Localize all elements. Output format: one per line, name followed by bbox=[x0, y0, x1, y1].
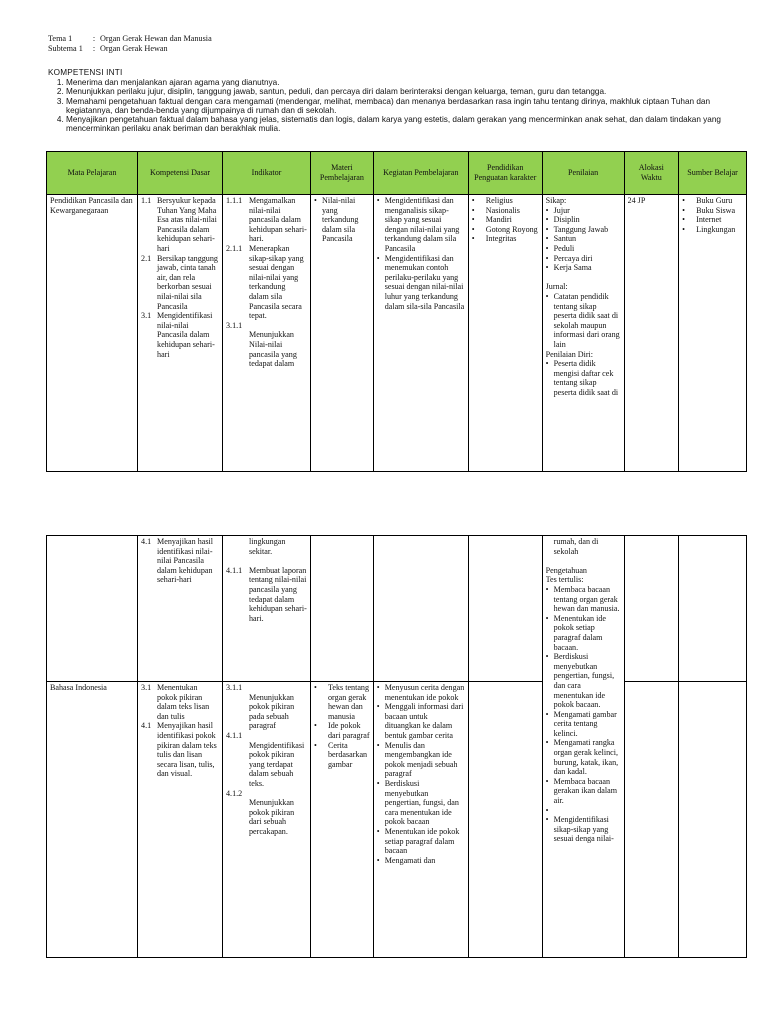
penilaian-item-text: Kerja Sama bbox=[553, 263, 592, 273]
penilaian-heading: Sikap: bbox=[545, 196, 567, 205]
penilaian-item bbox=[546, 815, 621, 844]
penilaian-item-text: Jujur bbox=[553, 205, 570, 215]
item-text: lingkungan sekitar. bbox=[249, 537, 286, 556]
penilaian-item bbox=[546, 585, 621, 614]
cell-kd-bi bbox=[138, 682, 223, 958]
header-mata-pelajaran: Mata Pelajaran bbox=[47, 152, 138, 195]
bullet: • bbox=[471, 234, 475, 244]
bullet: • bbox=[682, 224, 685, 234]
penilaian-item bbox=[546, 738, 621, 776]
kegiatan-item-text: Mengamati dan bbox=[384, 855, 436, 865]
penilaian-item bbox=[546, 225, 621, 235]
bullet-space bbox=[546, 537, 554, 556]
bullet: • bbox=[314, 740, 317, 750]
bullet: • bbox=[545, 224, 549, 234]
item-number: 3.1.1 bbox=[226, 320, 243, 330]
bullet: • bbox=[314, 721, 317, 731]
kompetensi-inti bbox=[48, 68, 748, 134]
header-materi: Materi Pembelajaran bbox=[311, 152, 374, 195]
cell-alokasi-ppkn: 24 JP bbox=[624, 195, 679, 472]
kegiatan-item-text: Menggali informasi dari bacaan untuk dituangkan ke dalam bentuk gambar cerita bbox=[384, 702, 464, 740]
penilaian-item-text: Mengamati gambar cerita tentang kelinci. bbox=[553, 709, 617, 738]
item-text bbox=[249, 321, 307, 331]
meta-value: Organ Gerak Hewan dan Manusia bbox=[100, 34, 212, 43]
kegiatan-item-text: Menulis dan mengembangkan ide pokok menjadi sebuah paragraf bbox=[384, 740, 458, 779]
item-number: 4.1 bbox=[141, 537, 152, 546]
bullet: • bbox=[545, 215, 549, 225]
materi-item-text: Ide pokok dari paragraf bbox=[328, 721, 370, 740]
item-text: Mengidentifikasi nilai-nilai Pancasila dalam kehidupan sehari-hari bbox=[157, 311, 215, 359]
penilaian-item-text: Menentukan ide pokok setiap paragraf dalam bacaan. bbox=[553, 613, 606, 652]
penilaian-item bbox=[546, 614, 621, 652]
spacer bbox=[546, 273, 621, 283]
kd-item bbox=[141, 721, 219, 779]
spacer bbox=[546, 556, 621, 566]
penilaian-item bbox=[546, 263, 621, 273]
penilaian-lead-text: rumah, dan di sekolah bbox=[553, 537, 599, 556]
bullet: • bbox=[682, 196, 685, 205]
penilaian-item bbox=[546, 777, 621, 806]
penilaian-item bbox=[546, 652, 621, 710]
item-number: 4.1.1 bbox=[226, 565, 243, 575]
meta-row bbox=[48, 34, 212, 44]
kegiatan-item bbox=[377, 702, 465, 740]
kegiatan-item bbox=[377, 254, 465, 312]
penilaian-item-text: Membaca bacaan gerakan ikan dalam air. bbox=[553, 776, 617, 806]
bullet: • bbox=[314, 196, 317, 205]
indikator-item bbox=[226, 566, 307, 624]
cell-materi-bi bbox=[311, 682, 374, 958]
bullet: • bbox=[545, 805, 549, 815]
kegiatan-item-text: Menyusun cerita dengan menentukan ide pokok bbox=[384, 683, 465, 702]
cell-indikator-ppkn bbox=[223, 195, 311, 472]
penilaian-item-text: Percaya diri bbox=[553, 253, 593, 263]
spacer bbox=[226, 556, 307, 566]
bullet: • bbox=[376, 253, 380, 263]
rpp-table-page1 bbox=[46, 151, 747, 472]
meta-key: Tema 1 bbox=[48, 34, 73, 43]
karakter-item-text: Nasionalis bbox=[485, 205, 520, 215]
penilaian-item bbox=[546, 292, 621, 350]
materi-item bbox=[314, 741, 370, 770]
indikator-item bbox=[226, 741, 307, 789]
cell-penilaian-ppkn bbox=[542, 195, 624, 472]
kompetensi-inti-title: KOMPETENSI INTI bbox=[48, 68, 123, 77]
item-text: Menyajikan hasil identifikasi nilai-nilai Pancasila dalam kehidupan sehari-hari bbox=[157, 537, 213, 585]
indikator-item bbox=[226, 789, 307, 799]
cell-mapel-ppkn: Pendidikan Pancasila dan Kewarganegaraan bbox=[47, 195, 138, 472]
penilaian-item-text: Tanggung Jawab bbox=[553, 224, 609, 234]
item-number: 4.1.1 bbox=[226, 730, 243, 740]
kegiatan-item-text: Mengidentifikasi dan menganalisis sikap-sikap yang sesuai dengan nilai-nilai yang terkandung dalam sila Pancasila bbox=[384, 196, 460, 253]
item-text: Menyajikan hasil identifikasi pokok pikiran dalam teks tulis dan lisan secara lisan, tulis, dan visual. bbox=[157, 721, 217, 779]
item-number: 2.1 bbox=[141, 253, 152, 263]
sumber-item-text: Buku Guru bbox=[696, 196, 733, 205]
indikator-item bbox=[226, 683, 307, 693]
penilaian-heading: Tes tertulis: bbox=[545, 575, 584, 585]
bullet: • bbox=[545, 738, 549, 748]
sumber-item bbox=[682, 215, 743, 225]
item-text: Menunjukkan pokok pikiran pada sebuah paragraf bbox=[249, 692, 295, 731]
kompetensi-inti-item: 1. Menerima dan menjalankan ajaran agama yang dianutnya. bbox=[66, 78, 748, 87]
indikator-item bbox=[226, 330, 307, 368]
cell-sumber-ppkn-cont bbox=[679, 536, 747, 682]
kegiatan-item bbox=[377, 779, 465, 827]
sumber-item-text: Lingkungan bbox=[696, 224, 736, 234]
cell-indikator-bi bbox=[223, 682, 311, 958]
item-text: Menunjukkan pokok pikiran dari sebuah percakapan. bbox=[249, 798, 295, 836]
kompetensi-inti-item: 3. Memahami pengetahuan faktual dengan cara mengamati (mendengar, melihat, membaca) dan menanya berdasarkan rasa ingin tahu tentang dirinya, makhluk ciptaan Tuhan dan kegiatannya, dan benda-benda yang dijumpainya di rumah dan di sekolah. bbox=[66, 97, 748, 116]
penilaian-item-text: Santun bbox=[553, 234, 577, 244]
header-indikator: Indikator bbox=[223, 152, 311, 195]
cell-kd-ppkn bbox=[138, 195, 223, 472]
header-karakter: Pendidikan Penguatan karakter bbox=[468, 152, 542, 195]
header-penilaian: Penilaian bbox=[542, 152, 624, 195]
sumber-item bbox=[682, 206, 743, 216]
karakter-item-text: Gotong Royong bbox=[485, 224, 538, 234]
item-number bbox=[226, 330, 249, 368]
bullet: • bbox=[471, 196, 475, 205]
cell-sumber-bi bbox=[679, 682, 747, 958]
karakter-item bbox=[472, 196, 539, 206]
bullet: • bbox=[545, 359, 549, 369]
bullet: • bbox=[545, 263, 549, 273]
sumber-item-text: Buku Siswa bbox=[696, 205, 736, 215]
karakter-item bbox=[472, 234, 539, 244]
kd-item bbox=[141, 683, 219, 721]
kd-item bbox=[141, 311, 219, 359]
item-text bbox=[249, 683, 307, 693]
header-kompetensi-dasar: Kompetensi Dasar bbox=[138, 152, 223, 195]
penilaian-heading: Pengetahuan bbox=[545, 565, 587, 575]
penilaian-item-text: Catatan pendidik tentang sikap peserta didik saat di sekolah maupun informasi dari orang lain bbox=[553, 291, 620, 349]
kd-item bbox=[141, 254, 219, 312]
meta-value: Organ Gerak Hewan bbox=[100, 44, 168, 53]
karakter-item bbox=[472, 215, 539, 225]
item-text: Menerapkan sikap-sikap yang sesuai dengan nilai-nilai yang terkandung dalam sila Pancasila secara tepat. bbox=[249, 243, 304, 321]
item-number: 3.1 bbox=[141, 683, 152, 692]
item-text: Menentukan pokok pikiran dalam teks lisan dan tulis bbox=[157, 683, 210, 721]
indikator-item bbox=[226, 537, 307, 556]
sumber-item-text: Internet bbox=[696, 215, 722, 225]
penilaian-item-text: Disiplin bbox=[553, 215, 580, 225]
bullet: • bbox=[545, 205, 549, 215]
kegiatan-item bbox=[377, 856, 465, 866]
indikator-item bbox=[226, 196, 307, 244]
kompetensi-inti-item: 2. Menunjukkan perilaku jujur, disiplin, tanggung jawab, santun, peduli, dan percaya diri dalam berinteraksi dengan keluarga, teman, guru dan tetangga. bbox=[66, 87, 748, 96]
document-meta bbox=[48, 34, 212, 54]
cell-indikator-ppkn-cont bbox=[223, 536, 311, 682]
bullet: • bbox=[545, 815, 549, 825]
indikator-item bbox=[226, 244, 307, 321]
bullet: • bbox=[376, 683, 380, 692]
penilaian-item-text: Peserta didik mengisi daftar cek tentang sikap peserta didik saat di bbox=[553, 359, 619, 397]
materi-item-text: Nilai-nilai yang terkandung dalam sila Pancasila bbox=[322, 196, 359, 244]
penilaian-item-text bbox=[554, 806, 621, 816]
item-number: 3.1.1 bbox=[226, 683, 243, 692]
penilaian-lead bbox=[546, 537, 621, 556]
cell-materi-ppkn bbox=[311, 195, 374, 472]
sumber-item bbox=[682, 196, 743, 206]
bullet: • bbox=[376, 196, 380, 205]
penilaian-item bbox=[546, 254, 621, 264]
materi-item bbox=[314, 721, 370, 740]
indikator-item bbox=[226, 321, 307, 331]
item-number: 2.1.1 bbox=[226, 243, 243, 253]
cell-materi-ppkn-cont bbox=[311, 536, 374, 682]
item-number: 4.1 bbox=[141, 721, 152, 731]
bullet: • bbox=[545, 291, 549, 301]
meta-key: Subtema 1 bbox=[48, 44, 83, 53]
kegiatan-item-text: Mengidentifikasi dan menemukan contoh perilaku-perilaku yang sesuai dengan nilai-nilai luhur yang terkandung dalam sila-sila Pancasila bbox=[384, 253, 465, 311]
item-number bbox=[226, 537, 249, 556]
bullet: • bbox=[545, 253, 549, 263]
cell-karakter-ppkn bbox=[468, 195, 542, 472]
header-sumber: Sumber Belajar bbox=[679, 152, 747, 195]
penilaian-item bbox=[546, 215, 621, 225]
penilaian-item-text: Membaca bacaan tentang organ gerak hewan dan manusia. bbox=[553, 584, 620, 614]
item-text: Mengidentifikasi pokok pikiran yang terdapat dalam sebuah teks. bbox=[249, 740, 305, 788]
bullet: • bbox=[471, 224, 475, 234]
cell-alokasi-bi bbox=[624, 682, 679, 958]
kegiatan-item-text: Menentukan ide pokok setiap paragraf dalam bacaan bbox=[384, 826, 460, 856]
bullet: • bbox=[471, 215, 475, 225]
materi-item-text: Teks tentang organ gerak hewan dan manusia bbox=[328, 683, 370, 721]
cell-mapel-ppkn-cont bbox=[47, 536, 138, 682]
penilaian-heading: Jurnal: bbox=[545, 282, 568, 292]
bullet: • bbox=[545, 652, 549, 662]
penilaian-item bbox=[546, 206, 621, 216]
penilaian-item bbox=[546, 244, 621, 254]
meta-colon: : bbox=[92, 34, 96, 43]
sumber-item bbox=[682, 225, 743, 235]
karakter-item-text: Integritas bbox=[485, 234, 517, 244]
bullet: • bbox=[545, 613, 549, 623]
penilaian-heading: Penilaian Diri: bbox=[545, 349, 594, 359]
penilaian-item bbox=[546, 710, 621, 739]
kegiatan-item-text: Berdiskusi menyebutkan pengertian, fungsi, dan cara menentukan ide pokok bacaan bbox=[384, 778, 459, 827]
bullet: • bbox=[376, 826, 380, 836]
materi-item bbox=[314, 196, 370, 244]
kegiatan-item bbox=[377, 683, 465, 702]
karakter-item-text: Religius bbox=[485, 196, 513, 205]
item-number bbox=[226, 798, 249, 836]
kegiatan-item bbox=[377, 827, 465, 856]
meta-row bbox=[48, 44, 212, 54]
item-number bbox=[226, 693, 249, 731]
item-text: Membuat laporan tentang nilai-nilai pancasila yang tedapat dalam kehidupan sehari-hari. bbox=[249, 565, 307, 623]
item-text bbox=[249, 789, 307, 799]
item-text: Bersyukur kepada Tuhan Yang Maha Esa atas nilai-nilai Pancasila dalam kehidupan sehari-hari bbox=[157, 196, 217, 253]
penilaian-item bbox=[546, 359, 621, 397]
indikator-item bbox=[226, 798, 307, 836]
indikator-item bbox=[226, 731, 307, 741]
bullet: • bbox=[376, 778, 380, 788]
cell-kegiatan-ppkn-cont bbox=[373, 536, 468, 682]
bullet: • bbox=[376, 702, 380, 712]
bullet: • bbox=[545, 243, 549, 253]
item-text bbox=[249, 731, 307, 741]
cell-karakter-bi bbox=[468, 682, 542, 958]
cell-kd-ppkn-cont bbox=[138, 536, 223, 682]
bullet: • bbox=[471, 205, 475, 215]
header-alokasi: Alokasi Waktu bbox=[624, 152, 679, 195]
bullet: • bbox=[545, 234, 549, 244]
bullet: • bbox=[376, 740, 380, 750]
bullet: • bbox=[376, 855, 380, 865]
indikator-item bbox=[226, 693, 307, 731]
cell-alokasi-ppkn-cont bbox=[624, 536, 679, 682]
penilaian-item-text: Mengamati rangka organ gerak kelinci, burung, katak, ikan, dan kadal. bbox=[553, 738, 619, 777]
cell-sumber-ppkn bbox=[679, 195, 747, 472]
kd-item bbox=[141, 537, 219, 585]
penilaian-item-text: Berdiskusi menyebutkan pengertian, fungsi, dan cara menentukan ide pokok bacaan. bbox=[553, 652, 615, 710]
kompetensi-inti-item: 4. Menyajikan pengetahuan faktual dalam bahasa yang jelas, sistematis dan logis, dalam karya yang estetis, dalam gerakan yang mencerminkan anak sehat, dan dalam tindakan yang mencerminkan perilaku anak beriman dan berakhlak mulia. bbox=[66, 115, 748, 134]
kegiatan-item bbox=[377, 741, 465, 779]
kompetensi-inti-list bbox=[48, 78, 748, 134]
materi-item bbox=[314, 683, 370, 721]
bullet: • bbox=[314, 683, 317, 692]
kegiatan-item bbox=[377, 196, 465, 254]
item-number bbox=[226, 741, 249, 789]
bullet: • bbox=[545, 709, 549, 719]
bullet: • bbox=[545, 584, 549, 594]
karakter-item bbox=[472, 225, 539, 235]
item-number: 1.1.1 bbox=[226, 196, 243, 205]
penilaian-item bbox=[546, 234, 621, 244]
bullet: • bbox=[682, 205, 685, 215]
karakter-item bbox=[472, 206, 539, 216]
header-kegiatan: Kegiatan Pembelajaran bbox=[373, 152, 468, 195]
kd-item bbox=[141, 196, 219, 254]
item-number: 4.1.2 bbox=[226, 788, 243, 798]
karakter-item-text: Mandiri bbox=[485, 215, 512, 225]
penilaian-item bbox=[546, 806, 621, 816]
cell-penilaian-cont bbox=[542, 536, 624, 958]
item-text: Mengamalkan nilai-nilai pancasila dalam kehidupan sehari-hari. bbox=[249, 196, 307, 244]
item-number: 1.1 bbox=[141, 196, 152, 205]
cell-kegiatan-ppkn bbox=[373, 195, 468, 472]
penilaian-item-text: Peduli bbox=[553, 243, 575, 253]
penilaian-item-text: Mengidentifikasi sikap-sikap yang sesuai denga nilai- bbox=[553, 815, 614, 844]
item-text: Menunjukkan Nilai-nilai pancasila yang tedapat dalam bbox=[249, 330, 297, 369]
bullet: • bbox=[545, 776, 549, 786]
materi-item-text: Cerita berdasarkan gambar bbox=[328, 740, 368, 769]
meta-colon: : bbox=[92, 44, 96, 53]
item-text: Bersikap tanggung jawab, cinta tanah air, dan rela berkorban sesuai nilai-nilai sila Pancasila bbox=[157, 253, 218, 311]
cell-mapel-bi: Bahasa Indonesia bbox=[47, 682, 138, 958]
bullet: • bbox=[682, 215, 685, 225]
cell-kegiatan-bi bbox=[373, 682, 468, 958]
cell-karakter-ppkn-cont bbox=[468, 536, 542, 682]
item-number: 3.1 bbox=[141, 311, 152, 321]
rpp-table-page2 bbox=[46, 535, 747, 958]
